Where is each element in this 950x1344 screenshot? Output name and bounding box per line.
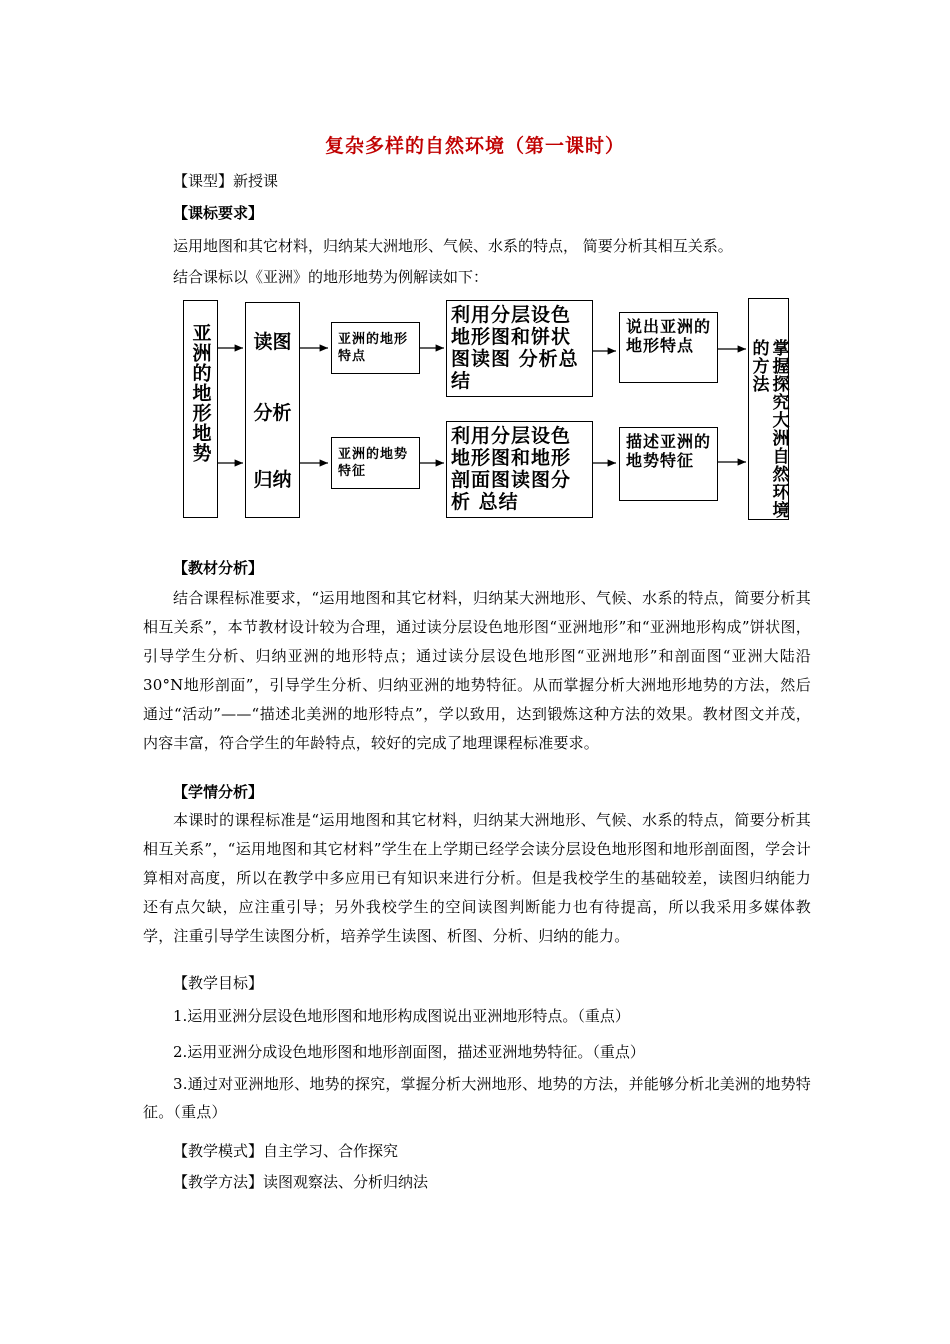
box-describe-elevation: 描述亚洲的地势特征 xyxy=(619,427,718,501)
step-read: 读图 xyxy=(253,331,292,353)
standard-heading: 【课标要求】 xyxy=(173,204,264,222)
box-master-method xyxy=(748,298,789,520)
method-value: 读图观察法、分析归纳法 xyxy=(263,1173,429,1191)
step-summarize: 归纳 xyxy=(253,469,292,491)
method-line xyxy=(173,1172,428,1192)
box-top-method: 利用分层设色地形图和饼状图读图 分析总结 xyxy=(446,300,593,397)
standard-intro: 结合课标以《亚洲》的地形地势为例解读如下： xyxy=(173,268,489,286)
step-analyze: 分析 xyxy=(253,402,292,424)
goal-item-3: 3.通过对亚洲地形、地势的探究，掌握分析大洲地形、地势的方法，并能够分析北美洲的地势特征。（重点） xyxy=(143,1075,811,1121)
material-text: 结合课程标准要求，“运用地图和其它材料，归纳某大洲地形、气候、水系的特点，简要分析其相互关系”，本节教材设计较为合理，通过读分层设色地形图“亚洲地形”和“亚洲地形构成”饼状图，引导学生分析、归纳亚洲的地形特点；通过读分层设色地形图“亚洲地形”和剖面图“亚洲大陆沿 30°N地形剖面”，引导学生分析、归纳亚洲的地势特征。从而掌握分析大洲地形地势的方法，然后通过“活动”——“描述北美洲的地形特点”，学以致用，达到锻炼这种方法的效果。教材图文并茂，内容丰富，符合学生的年龄特点，较好的完成了地理课程标准要求。 xyxy=(143,589,811,752)
box-asia-terrain-text: 亚洲的地形地势 xyxy=(189,323,212,463)
box-master-method-text: 掌握探究大洲自然环境的方法 xyxy=(748,339,789,519)
mode-value: 自主学习、合作探究 xyxy=(263,1142,399,1160)
mode-label: 【教学模式】 xyxy=(173,1142,264,1160)
box-terrain-features: 亚洲的地形特点 xyxy=(331,322,420,374)
course-type-label: 【课型】 xyxy=(173,172,234,190)
method-label: 【教学方法】 xyxy=(173,1173,264,1191)
page-title: 复杂多样的自然环境（第一课时） xyxy=(324,135,625,157)
mode-line xyxy=(173,1141,398,1161)
standard-text: 运用地图和其它材料，归纳某大洲地形、气候、水系的特点， 简要分析其相互关系。 xyxy=(173,237,733,255)
box-bottom-method: 利用分层设色地形图和地形剖面图读图分析 总结 xyxy=(446,421,593,518)
students-heading: 【学情分析】 xyxy=(173,783,264,801)
goal-item-1: 1.运用亚洲分层设色地形图和地形构成图说出亚洲地形特点。（重点） xyxy=(173,1007,630,1025)
box-elevation-features: 亚洲的地势特征 xyxy=(331,437,420,489)
box-read-analyze xyxy=(245,302,300,518)
material-heading: 【教材分析】 xyxy=(173,559,264,577)
students-text: 本课时的课程标准是“运用地图和其它材料，归纳某大洲地形、气候、水系的特点，简要分析其相互关系”，“运用地图和其它材料”学生在上学期已经学会读分层设色地形图和地形剖面图，学会计算相对高度，所以在教学中多应用已有知识来进行分析。但是我校学生的基础较差，读图归纳能力还有点欠缺，应注重引导；另外我校学生的空间读图判断能力也有待提高，所以我采用多媒体教学，注重引导学生读图分析，培养学生读图、析图、分析、归纳的能力。 xyxy=(143,811,811,945)
box-describe-terrain: 说出亚洲的地形特点 xyxy=(619,312,718,383)
box-asia-terrain xyxy=(183,300,218,518)
goals-heading: 【教学目标】 xyxy=(173,974,264,992)
course-type-value: 新授课 xyxy=(233,172,279,190)
goal-item-2: 2.运用亚洲分成设色地形图和地形剖面图，描述亚洲地势特征。（重点） xyxy=(173,1043,645,1061)
